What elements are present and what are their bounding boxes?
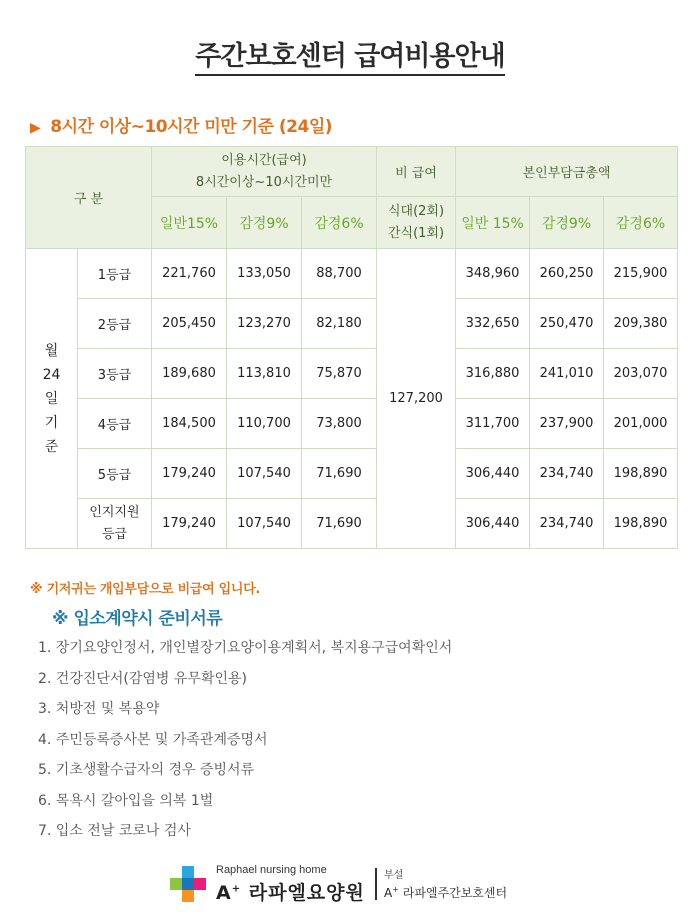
cross-logo-icon [170, 866, 206, 902]
copay-reduced9-cell: 237,900 [530, 399, 604, 449]
non-covered-value: 127,200 [377, 249, 456, 549]
copay-general-cell: 348,960 [456, 249, 530, 299]
table-row [26, 299, 678, 349]
header-copay-reduced9: 감경9% [530, 197, 604, 249]
copay-reduced6-cell: 201,000 [604, 399, 678, 449]
header-usage-reduced6: 감경6% [302, 197, 377, 249]
usage-reduced9-cell: 123,270 [227, 299, 302, 349]
copay-general-cell: 332,650 [456, 299, 530, 349]
affiliate-name: A+ 라파엘주간보호센터 [384, 885, 508, 900]
table-row [26, 399, 678, 449]
header-copay-general: 일반 15% [456, 197, 530, 249]
header-usage-reduced9: 감경9% [227, 197, 302, 249]
usage-general-cell: 184,500 [152, 399, 227, 449]
page-title: 주간보호센터 급여비용안내 [0, 34, 700, 73]
side-label-monthly: 월 24 일 기 준 [26, 249, 78, 549]
list-item: 2. 건강진단서(감염병 유무확인용) [38, 670, 247, 687]
copay-reduced9-cell: 260,250 [530, 249, 604, 299]
korean-name: A+ 라파엘요양원 [216, 882, 365, 904]
usage-general-cell: 205,450 [152, 299, 227, 349]
table-row [26, 249, 678, 299]
documents-heading: ※ 입소계약시 준비서류 [52, 609, 223, 629]
usage-general-cell: 221,760 [152, 249, 227, 299]
copay-reduced9-cell: 241,010 [530, 349, 604, 399]
footer-divider [375, 868, 377, 900]
header-copay-total: 본인부담금총액 [456, 147, 678, 197]
copay-general-cell: 306,440 [456, 449, 530, 499]
grade-cell: 3등급 [78, 349, 152, 399]
copay-general-cell: 306,440 [456, 499, 530, 549]
usage-general-cell: 179,240 [152, 449, 227, 499]
usage-reduced6-cell: 88,700 [302, 249, 377, 299]
header-non-covered-detail [377, 197, 456, 249]
triangle-bullet-icon: ▶ [30, 120, 41, 136]
documents-list [38, 637, 452, 851]
section-heading [30, 112, 332, 137]
usage-general-cell: 179,240 [152, 499, 227, 549]
usage-reduced6-cell: 71,690 [302, 449, 377, 499]
usage-reduced6-cell: 82,180 [302, 299, 377, 349]
copay-reduced6-cell: 203,070 [604, 349, 678, 399]
footer-logo [170, 862, 570, 908]
header-meals: 식대(2회) [387, 203, 445, 219]
header-usage-time-line1: 이용시간(급여) [221, 152, 307, 168]
header-non-covered: 비 급여 [377, 147, 456, 197]
affiliate-label: 부설 [384, 870, 404, 881]
copay-reduced9-cell: 250,470 [530, 299, 604, 349]
header-snack: 간식(1회) [387, 225, 445, 241]
section-heading-text: 8시간 이상~10시간 미만 기준 (24일) [50, 117, 333, 137]
usage-reduced9-cell: 110,700 [227, 399, 302, 449]
english-name: Raphael nursing home [216, 864, 327, 876]
list-item: 4. 주민등록증사본 및 가족관계증명서 [38, 731, 268, 748]
usage-reduced6-cell: 71,690 [302, 499, 377, 549]
copay-reduced6-cell: 209,380 [604, 299, 678, 349]
usage-reduced6-cell: 73,800 [302, 399, 377, 449]
grade-cell: 2등급 [78, 299, 152, 349]
usage-reduced9-cell: 113,810 [227, 349, 302, 399]
copay-reduced9-cell: 234,740 [530, 449, 604, 499]
list-item: 5. 기초생활수급자의 경우 증빙서류 [38, 762, 255, 778]
list-item: 1. 장기요양인정서, 개인별장기요양이용계획서, 복지용구급여확인서 [38, 640, 453, 656]
grade-cell: 인지지원 등급 [78, 499, 152, 549]
copay-reduced6-cell: 198,890 [604, 499, 678, 549]
table-row [26, 349, 678, 399]
usage-reduced9-cell: 107,540 [227, 499, 302, 549]
list-item: 6. 목욕시 갈아입을 의복 1벌 [38, 792, 214, 809]
copay-reduced6-cell: 198,890 [604, 449, 678, 499]
header-usage-time [152, 147, 377, 197]
usage-reduced9-cell: 133,050 [227, 249, 302, 299]
grade-cell: 5등급 [78, 449, 152, 499]
copay-general-cell: 316,880 [456, 349, 530, 399]
copay-reduced6-cell: 215,900 [604, 249, 678, 299]
copay-reduced9-cell: 234,740 [530, 499, 604, 549]
list-item: 3. 처방전 및 복용약 [38, 701, 160, 717]
copay-general-cell: 311,700 [456, 399, 530, 449]
table-row [26, 449, 678, 499]
header-usage-general: 일반15% [152, 197, 227, 249]
usage-reduced9-cell: 107,540 [227, 449, 302, 499]
fee-table [25, 146, 678, 549]
header-usage-time-line2: 8시간이상~10시간미만 [195, 174, 333, 190]
usage-reduced6-cell: 75,870 [302, 349, 377, 399]
header-copay-reduced6: 감경6% [604, 197, 678, 249]
diaper-note: ※ 기저귀는 개입부담으로 비급여 입니다. [30, 582, 261, 597]
header-category: 구 분 [26, 147, 152, 249]
grade-cell: 1등급 [78, 249, 152, 299]
table-row [26, 499, 678, 549]
list-item: 7. 입소 전날 코로나 검사 [38, 823, 191, 839]
usage-general-cell: 189,680 [152, 349, 227, 399]
grade-cell: 4등급 [78, 399, 152, 449]
